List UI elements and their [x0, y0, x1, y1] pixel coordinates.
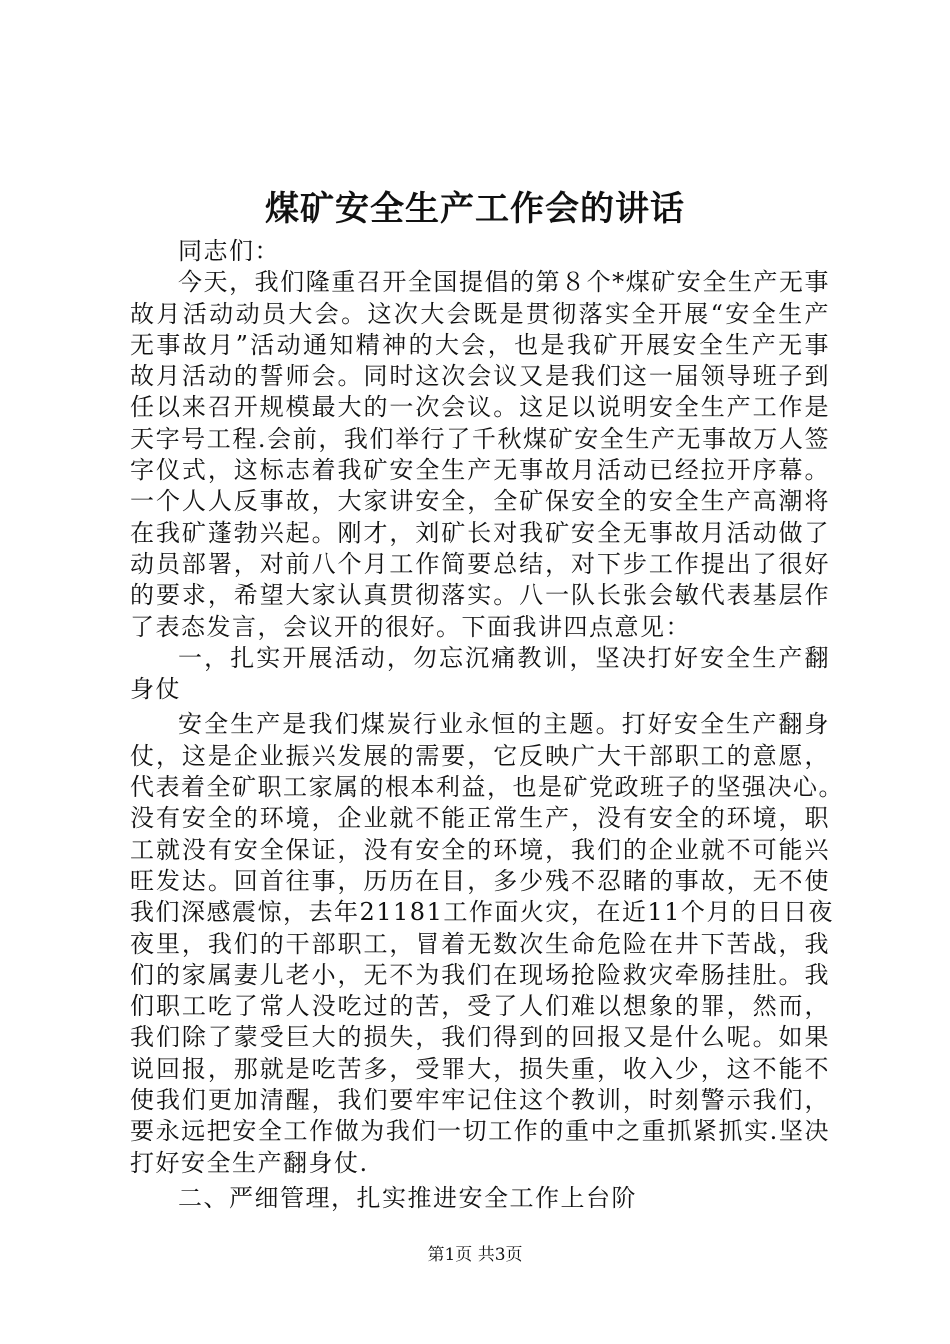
body-line: 了表态发言，会议开的很好。下面我讲四点意见： — [130, 612, 691, 641]
body-line: 工就没有安全保证，没有安全的环境，我们的企业就不可能兴 — [130, 835, 830, 864]
body-line: 故月活动的誓师会。同时这次会议又是我们这一届领导班子到 — [130, 362, 830, 391]
body-line: 任以来召开规模最大的一次会议。这足以说明安全生产工作是 — [130, 393, 830, 422]
body-line: 同志们： — [178, 237, 280, 265]
body-line: 我们除了蒙受巨大的损失，我们得到的回报又是什么呢。如果 — [130, 1023, 830, 1052]
body-line: 无事故月”活动通知精神的大会，也是我矿开展安全生产无事 — [130, 330, 830, 359]
body-line: 二、严细管理，扎实推进安全工作上台阶 — [178, 1183, 637, 1212]
body-line: 代表着全矿职工家属的根本利益，也是矿党政班子的坚强决心。 — [130, 773, 844, 802]
body-line: 一，扎实开展活动，勿忘沉痛教训，坚决打好安全生产翻 — [178, 643, 830, 672]
body-line: 安全生产是我们煤炭行业永恒的主题。打好安全生产翻身 — [178, 710, 830, 739]
body-line: 们职工吃了常人没吃过的苦，受了人们难以想象的罪，然而， — [130, 992, 830, 1021]
body-line: 使我们更加清醒，我们要牢牢记住这个教训，时刻警示我们， — [130, 1086, 830, 1115]
document-body — [130, 236, 844, 1214]
body-line: 在我矿蓬勃兴起。刚才，刘矿长对我矿安全无事故月活动做了 — [130, 518, 830, 547]
body-line: 天字号工程.会前，我们举行了千秋煤矿安全生产无事故万人签 — [130, 424, 830, 453]
body-line: 身仗 — [130, 675, 181, 704]
body-line: 的要求，希望大家认真贯彻落实。八一队长张会敏代表基层作 — [130, 581, 830, 610]
body-line: 字仪式，这标志着我矿安全生产无事故月活动已经拉开序幕。 — [130, 456, 830, 485]
body-line: 说回报，那就是吃苦多，受罪大，损失重，收入少，这不能不 — [130, 1054, 830, 1083]
body-line: 动员部署，对前八个月工作简要总结，对下步工作提出了很好 — [130, 549, 830, 578]
body-line: 夜里，我们的干部职工，冒着无数次生命危险在井下苦战，我 — [130, 929, 830, 958]
body-line: 我们深感震惊，去年21181工作面火灾，在近11个月的日日夜 — [130, 898, 834, 927]
body-line: 旺发达。回首往事，历历在目，多少残不忍睹的事故，无不使 — [130, 866, 830, 895]
page-footer: 第1页 共3页 — [427, 1245, 523, 1265]
body-line: 故月活动动员大会。这次大会既是贯彻落实全开展“安全生产 — [130, 299, 830, 328]
body-line: 打好安全生产翻身仗. — [130, 1148, 369, 1177]
body-line: 仗，这是企业振兴发展的需要，它反映广大干部职工的意愿， — [130, 741, 830, 770]
document-title: 煤矿安全生产工作会的讲话 — [265, 189, 685, 229]
body-line: 没有安全的环境，企业就不能正常生产，没有安全的环境，职 — [130, 804, 830, 833]
body-line: 今天，我们隆重召开全国提倡的第８个*煤矿安全生产无事 — [178, 268, 830, 297]
body-line: 要永远把安全工作做为我们一切工作的重中之重抓紧抓实.坚决 — [130, 1117, 830, 1146]
body-line: 们的家属妻儿老小，无不为我们在现场抢险救灾牵肠挂肚。我 — [130, 960, 830, 989]
body-line: 一个人人反事故，大家讲安全，全矿保安全的安全生产高潮将 — [130, 487, 830, 516]
